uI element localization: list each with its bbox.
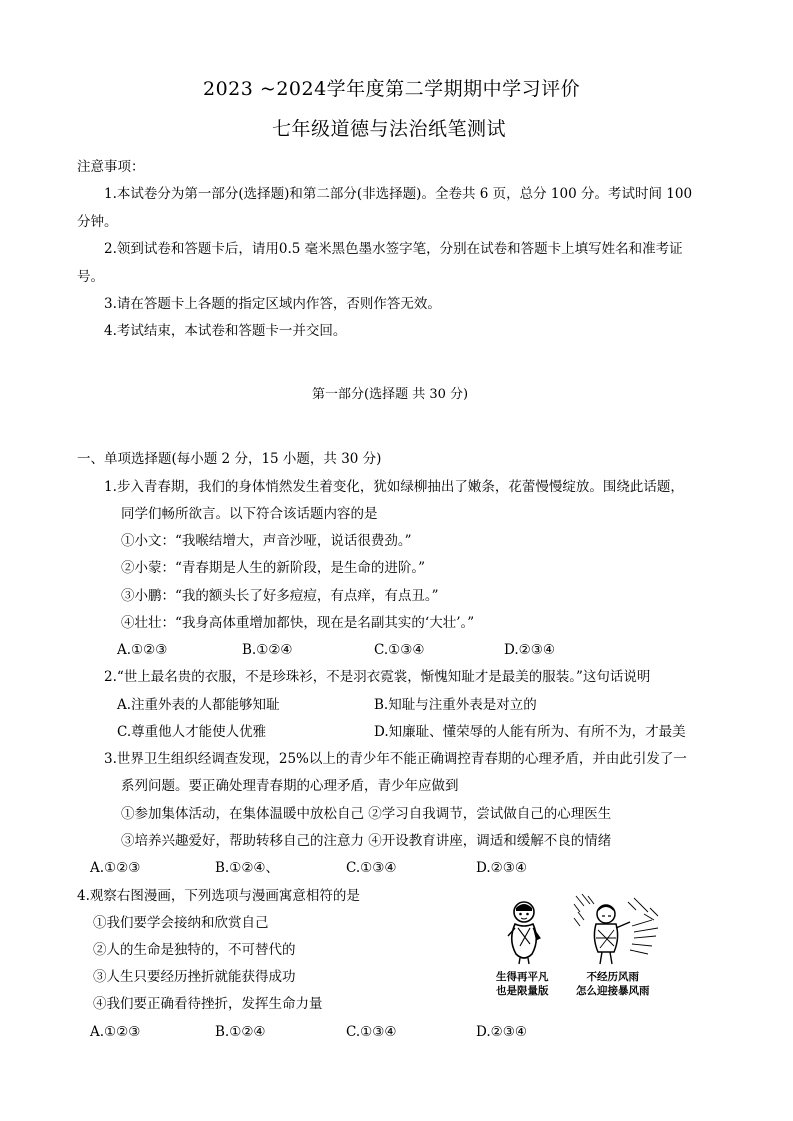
cartoon-left-caption: 生得再平凡 也是限量版	[496, 971, 549, 998]
q4-option-a[interactable]: A.①②③	[90, 1024, 141, 1040]
q1-statement-1: ①小文：“我喉结增大，声音沙哑，说话很费劲。”	[121, 533, 412, 549]
notes-heading: 注意事项：	[77, 159, 145, 175]
q2-option-a[interactable]: A.注重外表的人都能够知耻	[117, 697, 280, 713]
exam-subtitle: 七年级道德与法治纸笔测试	[272, 118, 507, 140]
q1-stem: 1.步入青春期，我们的身体悄然发生着变化，犹如绿柳抽出了嫩条，花蕾慢慢绽放。围绕此话题，	[104, 479, 684, 495]
q4-stem: 4.观察右图漫画，下列选项与漫画寓意相符的是	[77, 888, 360, 904]
part-title: 第一部分(选择题 共 30 分)	[312, 387, 469, 402]
note-4: 4.考试结束，本试卷和答题卡一并交回。	[104, 323, 347, 339]
note-3: 3.请在答题卡上各题的指定区域内作答，否则作答无效。	[104, 296, 441, 312]
q3-statements-1-2: ①参加集体活动，在集体温暖中放松自己 ②学习自我调节，尝试做自己的心理医生	[121, 806, 612, 822]
q3-stem-cont: 系列问题。要正确处理青春期的心理矛盾，青少年应做到	[121, 778, 459, 794]
q3-option-b[interactable]: B.①②④、	[215, 860, 280, 876]
note-2: 2.领到试卷和答题卡后，请用0.5 毫米黑色墨水签字笔，分别在试卷和答题卡上填写姓名和准考证	[104, 241, 683, 257]
cartoon-right-caption: 不经历风雨 怎么迎接暴风雨	[576, 971, 650, 998]
q1-option-d[interactable]: D.②③④	[504, 642, 555, 658]
q3-stem: 3.世界卫生组织经调查发现，25%以上的青少年不能正确调控青春期的心理矛盾，并由此引发了一	[104, 751, 687, 767]
q3-option-d[interactable]: D.②③④	[476, 860, 527, 876]
q3-option-a[interactable]: A.①②③	[90, 860, 141, 876]
q1-statement-3: ③小鹏：“我的额头长了好多痘痘，有点痒，有点丑。”	[121, 588, 439, 604]
note-1-cont: 分钟。	[77, 214, 118, 230]
q2-option-d[interactable]: D.知廉耻、懂荣辱的人能有所为、有所不为，才最美	[374, 724, 686, 740]
q1-statement-4: ④壮壮：“我身高体重增加都快，现在是名副其实的‘大壮’。”	[121, 615, 475, 631]
q1-option-a[interactable]: A.①②③	[117, 642, 168, 658]
q4-statement-2: ②人的生命是独特的，不可替代的	[93, 942, 296, 958]
q4-option-b[interactable]: B.①②④	[215, 1024, 266, 1040]
cartoon-ordinary-figure-icon	[494, 898, 554, 966]
q3-option-c[interactable]: C.①③④	[346, 860, 397, 876]
q1-option-c[interactable]: C.①③④	[374, 642, 425, 658]
q1-stem-cont: 同学们畅所欲言。以下符合该话题内容的是	[121, 506, 378, 522]
q3-statements-3-4: ③培养兴趣爱好，帮助转移自己的注意力 ④开设教育讲座，调适和缓解不良的情绪	[121, 833, 612, 849]
q4-option-d[interactable]: D.②③④	[476, 1024, 527, 1040]
cartoon-storm-figure-icon	[572, 892, 664, 968]
q2-option-b[interactable]: B.知耻与注重外表是对立的	[374, 697, 537, 713]
exam-title: 2023 ~2024学年度第二学期期中学习评价	[203, 78, 581, 100]
q1-option-b[interactable]: B.①②④	[242, 642, 293, 658]
q2-stem: 2.“世上最名贵的衣服，不是珍珠衫，不是羽衣霓裳，惭愧知耻才是最美的服装。”这句话说明	[104, 669, 651, 685]
q4-statement-1: ①我们要学会接纳和欣赏自己	[93, 915, 269, 931]
q1-statement-2: ②小蒙：“青春期是人生的新阶段，是生命的进阶。”	[121, 560, 426, 576]
note-2-cont: 号。	[77, 269, 104, 285]
note-1: 1.本试卷分为第一部分(选择题)和第二部分(非选择题)。全卷共 6 页，总分 100 分。考试时间 100	[104, 186, 693, 202]
q4-statement-3: ③人生只要经历挫折就能获得成功	[93, 969, 296, 985]
q4-statement-4: ④我们要正确看待挫折，发挥生命力量	[93, 996, 323, 1012]
section-heading: 一、单项选择题(每小题 2 分，15 小题，共 30 分)	[77, 451, 382, 467]
q4-option-c[interactable]: C.①③④	[346, 1024, 397, 1040]
q2-option-c[interactable]: C.尊重他人才能使人优雅	[117, 724, 267, 740]
